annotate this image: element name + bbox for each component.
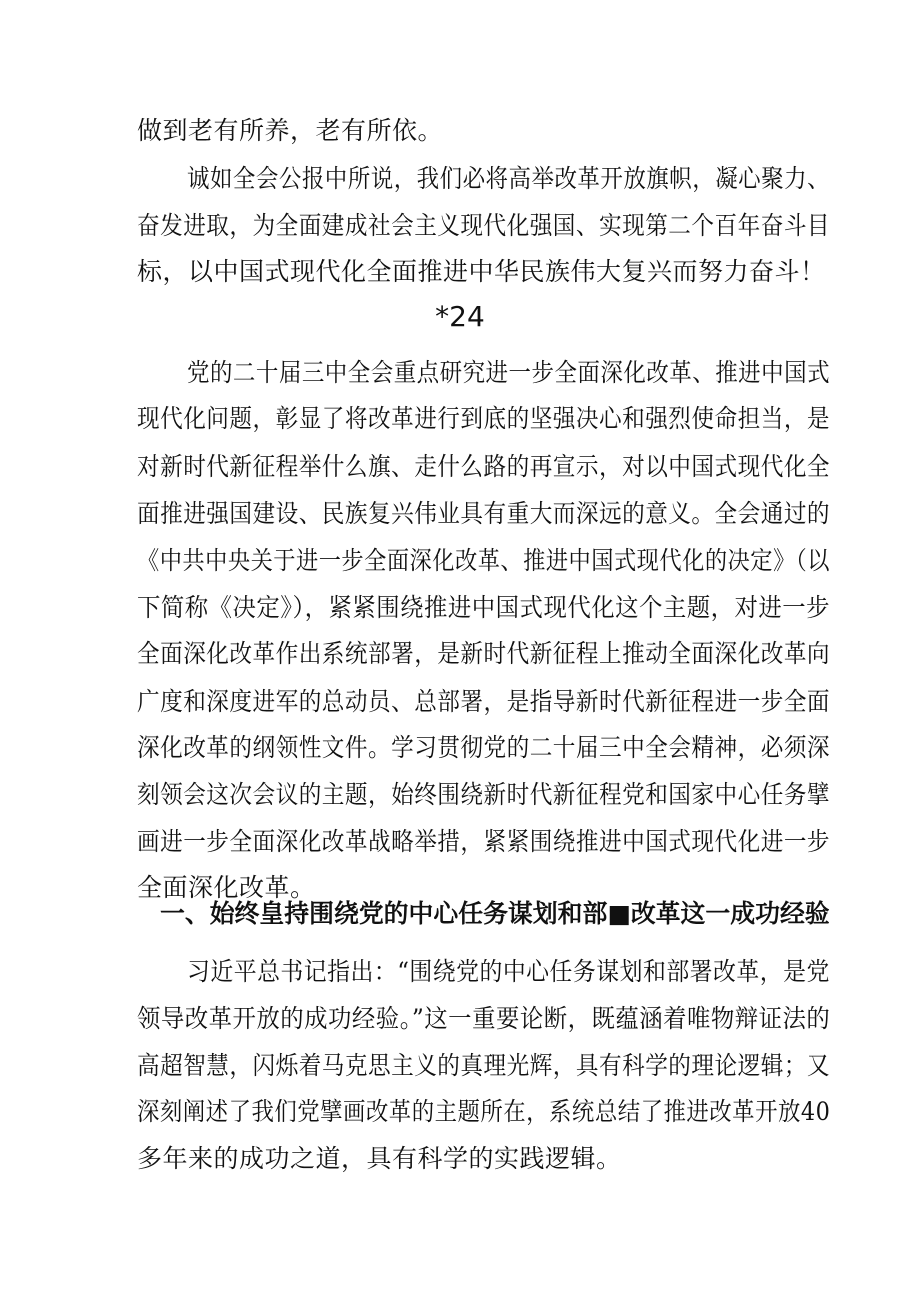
intro-line-2: 诚如全会公报中所说，我们必将高举改革开放旗帜，凝心聚力、	[187, 164, 831, 193]
body-line-1: 党的二十届三中全会重点研究进一步全面深化改革、推进中国式	[187, 358, 831, 387]
body-line-6: 下简称《决定》），紧紧围绕推进中国式现代化这个主题，对进一步	[137, 593, 831, 622]
body-line-11: 画进一步全面深化改革战略举措，紧紧围绕推进中国式现代化进一步	[137, 827, 831, 856]
body-line-8: 广度和深度进军的总动员、总部署，是指导新时代新征程进一步全面	[137, 687, 831, 716]
body-line-3: 对新时代新征程举什么旗、走什么路的再宣示，对以中国式现代化全	[137, 452, 831, 481]
intro-line-3: 奋发进取，为全面建成社会主义现代化强国、实现第二个百年奋斗目	[137, 211, 831, 240]
body-line-4: 面推进强国建设、民族复兴伟业具有重大而深远的意义。全会通过的	[137, 499, 831, 528]
body-line-7: 全面深化改革作出系统部署，是新时代新征程上推动全面深化改革向	[137, 639, 831, 668]
quote-line-3: 高超智慧，闪烁着马克思主义的真理光辉，具有科学的理论逻辑；又	[137, 1051, 831, 1080]
quote-line-4: 深刻阐述了我们党擘画改革的主题所在，系统总结了推进改革开放40	[137, 1097, 831, 1126]
intro-line-4: 标，以中国式现代化全面推进中华民族伟大复兴而努力奋斗！	[137, 257, 826, 286]
section-marker: *24	[435, 300, 485, 333]
body-line-5: 《中共中央关于进一步全面深化改革、推进中国式现代化的决定》（以	[137, 546, 830, 575]
body-line-9: 深化改革的纲领性文件。学习贯彻党的二十届三中全会精神，必须深	[137, 733, 831, 762]
quote-line-1: 习近平总书记指出：“围绕党的中心任务谋划和部署改革，是党	[187, 957, 830, 986]
section-heading: 一、始终皇持围绕党的中心任务谋划和部■改革这一成功经验	[160, 899, 830, 928]
body-line-10: 刻领会这次会议的主题，始终围绕新时代新征程党和国家中心任务擘	[137, 780, 831, 809]
quote-line-2: 领导改革开放的成功经验。”这一重要论断，既蕴涵着唯物辩证法的	[137, 1004, 831, 1033]
body-line-12: 全面深化改革。	[137, 873, 316, 902]
body-line-2: 现代化问题，彰显了将改革进行到底的坚强决心和强烈使命担当，是	[137, 404, 831, 433]
quote-line-5: 多年来的成功之道，具有科学的实践逻辑。	[137, 1144, 622, 1173]
intro-line-1: 做到老有所养，老有所依。	[137, 116, 444, 145]
